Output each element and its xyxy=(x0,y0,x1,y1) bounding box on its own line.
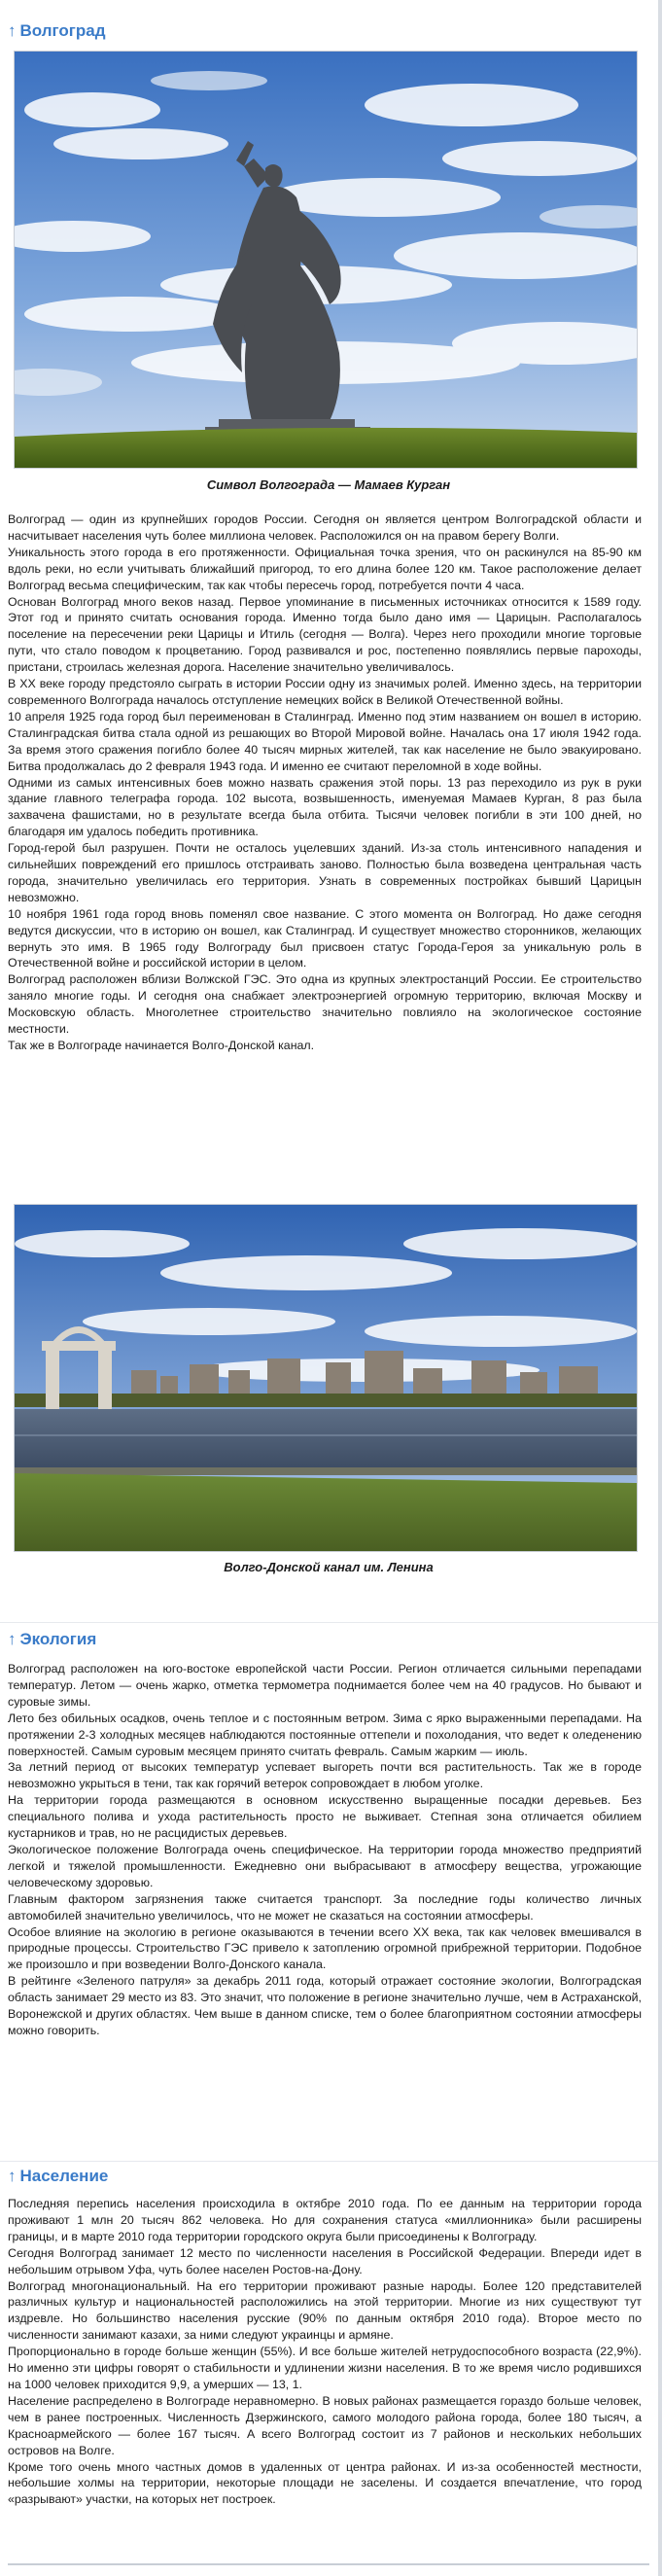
paragraph: Город-герой был разрушен. Почти не осталось уцелевших зданий. Из-за столь интенсивного нападения и сильнейших повреждений его пришлось отстраивать заново. Полностью была возведена центральная часть города, значительно увеличилась его территория. Узнать в современных постройках бывший Царицын невозможно. xyxy=(8,841,642,904)
section-heading-label: Экология xyxy=(19,1630,97,1648)
photo-caption: Волго-Донской канал им. Ленина xyxy=(224,1560,434,1574)
paragraph: Особое влияние на экологию в регионе оказываются в течении всего XX века, так как человек вмешивался в природные процессы. Строительство ГЭС привело к затоплению огромной прибрежной территории. Подобное же произошло и при возведении Волго-Донского канала. xyxy=(8,1924,642,1972)
photo-motherland-calls xyxy=(14,51,638,469)
paragraph: Сегодня Волгоград занимает 12 место по численности населения в Российской Федерации. Впереди идет в небольшим отрывом Уфа, чуть более населен Ростов-на-Дону. xyxy=(8,2245,642,2276)
paragraph: В рейтинге «Зеленого патруля» за декабрь 2011 года, который отражает состояние экологии, Волгоградская область занимает 29 место из 83. Это значит, что положение в регионе значительно лучше, чем в Астраханской, Воронежской и других областях. Чем выше в данном списке, тем о более благоприятном состоянии атмосферы можно говорить. xyxy=(8,1974,642,2037)
paragraph: Лето без обильных осадков, очень теплое и с постоянным ветром. Зима с ярко выраженными перепадами. На протяжении 2-3 холодных месяцев наблюдаются постоянные оттепели и похолодания, что ведет к оледенению поверхностей. Самым суровым месяцем принято считать февраль. Самым жарким — июль. xyxy=(8,1711,642,1758)
paragraph: Волгоград расположен на юго-востоке европейской части России. Регион отличается сильными перепадами температур. Летом — очень жарко, отметка термометра поднимается более чем на 40 градусов. Но бывают и суровые зимы. xyxy=(8,1662,642,1709)
statue-photo-icon xyxy=(15,52,637,468)
paragraph: Основан Волгоград много веков назад. Первое упоминание в письменных источниках относится к 1589 году. Этот год и принято считать основания города. Именно тогда было дано имя — Царицын. Располагалось поселение на пересечении реки Царицы и Итиль (сегодня — Волга). Через него проходили многие торговые пути, что стало поводом к процветанию. Город развивался и рос, постепенно появлялись первые пароходы, пристани, строилась железная дорога. Население значительно увеличивалось. xyxy=(8,594,642,675)
paragraph: Уникальность этого города в его протяженности. Официальная точка зрения, что он раскинулся на 85-90 км вдоль реки, но если учитывать ближайший пригород, то его длина более 120 км. Такое расположение делает Волгоград весьма специфическим, так как чтобы пересечь город, потребуется почти 4 часа. xyxy=(8,545,642,592)
paragraph: Последняя перепись населения происходила в октябре 2010 года. По ее данным на территории города проживают 1 млн 20 тысяч 862 человека. Но для сохранения статуса «миллионника» были расширены границы, и в марте 2010 года территории городского округа были присоединены к Волгограду. xyxy=(8,2197,642,2243)
section-heading-label: Волгоград xyxy=(19,21,106,40)
paragraph: Пропорционально в городе больше женщин (55%). И все больше жителей нетрудоспособного возраста (22,9%). Но именно эти цифры говорят о стабильности и удлинении жизни населения. В то же время число родившихся на 1000 человек приходится 9,9, а умерших — 13, 1. xyxy=(8,2345,642,2391)
article-body-ecology xyxy=(8,1661,642,2039)
divider xyxy=(0,2161,658,2162)
paragraph: Волгоград расположен вблизи Волжской ГЭС. Это одна из крупных электростанций России. Ее строительство заняло многие годы. И сегодня она снабжает электроэнергией огромную территорию, включая Москву и Московскую область. Многолетнее строительство значительно повлияло на экологическое состояние местности. xyxy=(8,972,642,1037)
up-arrow-icon[interactable]: ↑ xyxy=(8,21,17,40)
photo-caption: Символ Волгограда — Мамаев Курган xyxy=(206,477,451,492)
paragraph: Одними из самых интенсивных боев можно назвать сражения этой поры. 13 раз переходило из рук в руки здание главного телеграфа города. 102 высота, возвышенность, именуемая Мамаев Курган, 8 раз была захвачена фашистами, но в результате всегда была отбита. Тысячи человек погибли в эти 100 дней, но благодаря им удалось победить противника. xyxy=(8,775,642,839)
paragraph: Население распределено в Волгограде неравномерно. В новых районах размещается гораздо больше человек, чем в ранее построенных. Численность Дзержинского, самого молодого района города, более 180 тысяч, а Красноармейского — более 167 тысяч. А всего Волгоград состоит из 7 районов и нескольких небольших островов на Волге. xyxy=(8,2393,642,2457)
paragraph: Экологическое положение Волгограда очень специфическое. На территории города множество предприятий легкой и тяжелой промышленности. Ежедневно они выбрасывают в атмосферу вещества, угрожающие человеческому здоровью. xyxy=(8,1842,642,1889)
paragraph: 10 апреля 1925 года город был переименован в Сталинград. Именно под этим названием он вошел в историю. Сталинградская битва стала одной из решающих во Второй Мировой войне. Началась она 17 июля 1942 года. За время этого сражения погибло более 40 тысяч мирных жителей, так как население не было эвакуировано. Битва продолжалась до 2 февраля 1943 года. И именно ее считают переломной в ходе войны. xyxy=(8,709,642,773)
section-heading-label: Население xyxy=(19,2167,109,2185)
bottom-divider xyxy=(8,2563,649,2565)
paragraph: За летний период от высоких температур успевает выгореть почти вся растительность. Так же в городе невозможно укрыться в тени, так как горячий ветерок сопровождает в любом уголке. xyxy=(8,1760,642,1791)
paragraph: Кроме того очень много частных домов в удаленных от центра районах. И из-за особенностей местности, небольшие холмы на территории, некоторые площади не заселены. И создается впечатление, что город «разрывают» участки, на которых нет построек. xyxy=(8,2459,642,2507)
paragraph: Так же в Волгограде начинается Волго-Донской канал. xyxy=(8,1039,315,1052)
paragraph: На территории города размещаются в основном искусственно выращенные посадки деревьев. Без специального полива и ухода растительность просто не выживает. Степная зона отличается обилием кустарников и трав, но не расцидистых деревьев. xyxy=(8,1793,642,1841)
right-border xyxy=(658,0,662,2576)
canal-photo-icon xyxy=(15,1205,637,1551)
paragraph: Волгоград — один из крупнейших городов России. Сегодня он является центром Волгоградской области и насчитывает населения чуть более миллиона человек. Расположился он на правом берегу Волги. xyxy=(8,512,642,543)
paragraph: В XX веке городу предстояло сыграть в истории России одну из значимых ролей. Именно здесь, на территории современного Волгограда началось отступление немецких войск в Великой Отечественной войны. xyxy=(8,677,642,707)
article-body-population xyxy=(8,2196,642,2508)
section-heading-volgograd[interactable] xyxy=(8,21,106,41)
divider xyxy=(0,1622,658,1623)
photo-volga-don-canal xyxy=(14,1204,638,1552)
article-body-volgograd xyxy=(8,512,642,1054)
section-heading-population[interactable] xyxy=(8,2167,108,2186)
paragraph: Главным фактором загрязнения также считается транспорт. За последние годы количество личных автомобилей значительно увеличилось, что не может не сказаться на состоянии атмосферы. xyxy=(8,1891,642,1923)
up-arrow-icon[interactable]: ↑ xyxy=(8,1630,17,1648)
paragraph: Волгоград многонациональный. На его территории проживают разные народы. Более 120 представителей различных культур и национальностей расположились на этой территории. Многие из них существуют тут издревле. Но большинство населения русские (90% по данным октября 2010 года). Второе место по численности занимают казахи, за ними следуют украинцы и армяне. xyxy=(8,2278,642,2343)
paragraph: 10 ноября 1961 года город вновь поменял свое название. С этого момента он Волгоград. Но даже сегодня ведутся дискуссии, что в историю он вошел, как Сталинград. И существует множество сторонников, желающих вернуть это имя. В 1965 году Волгограду был присвоен статус Города-Героя за уникальную роль в Отечественной войне и российской истории в целом. xyxy=(8,906,642,970)
up-arrow-icon[interactable]: ↑ xyxy=(8,2167,17,2185)
section-heading-ecology[interactable] xyxy=(8,1630,96,1649)
